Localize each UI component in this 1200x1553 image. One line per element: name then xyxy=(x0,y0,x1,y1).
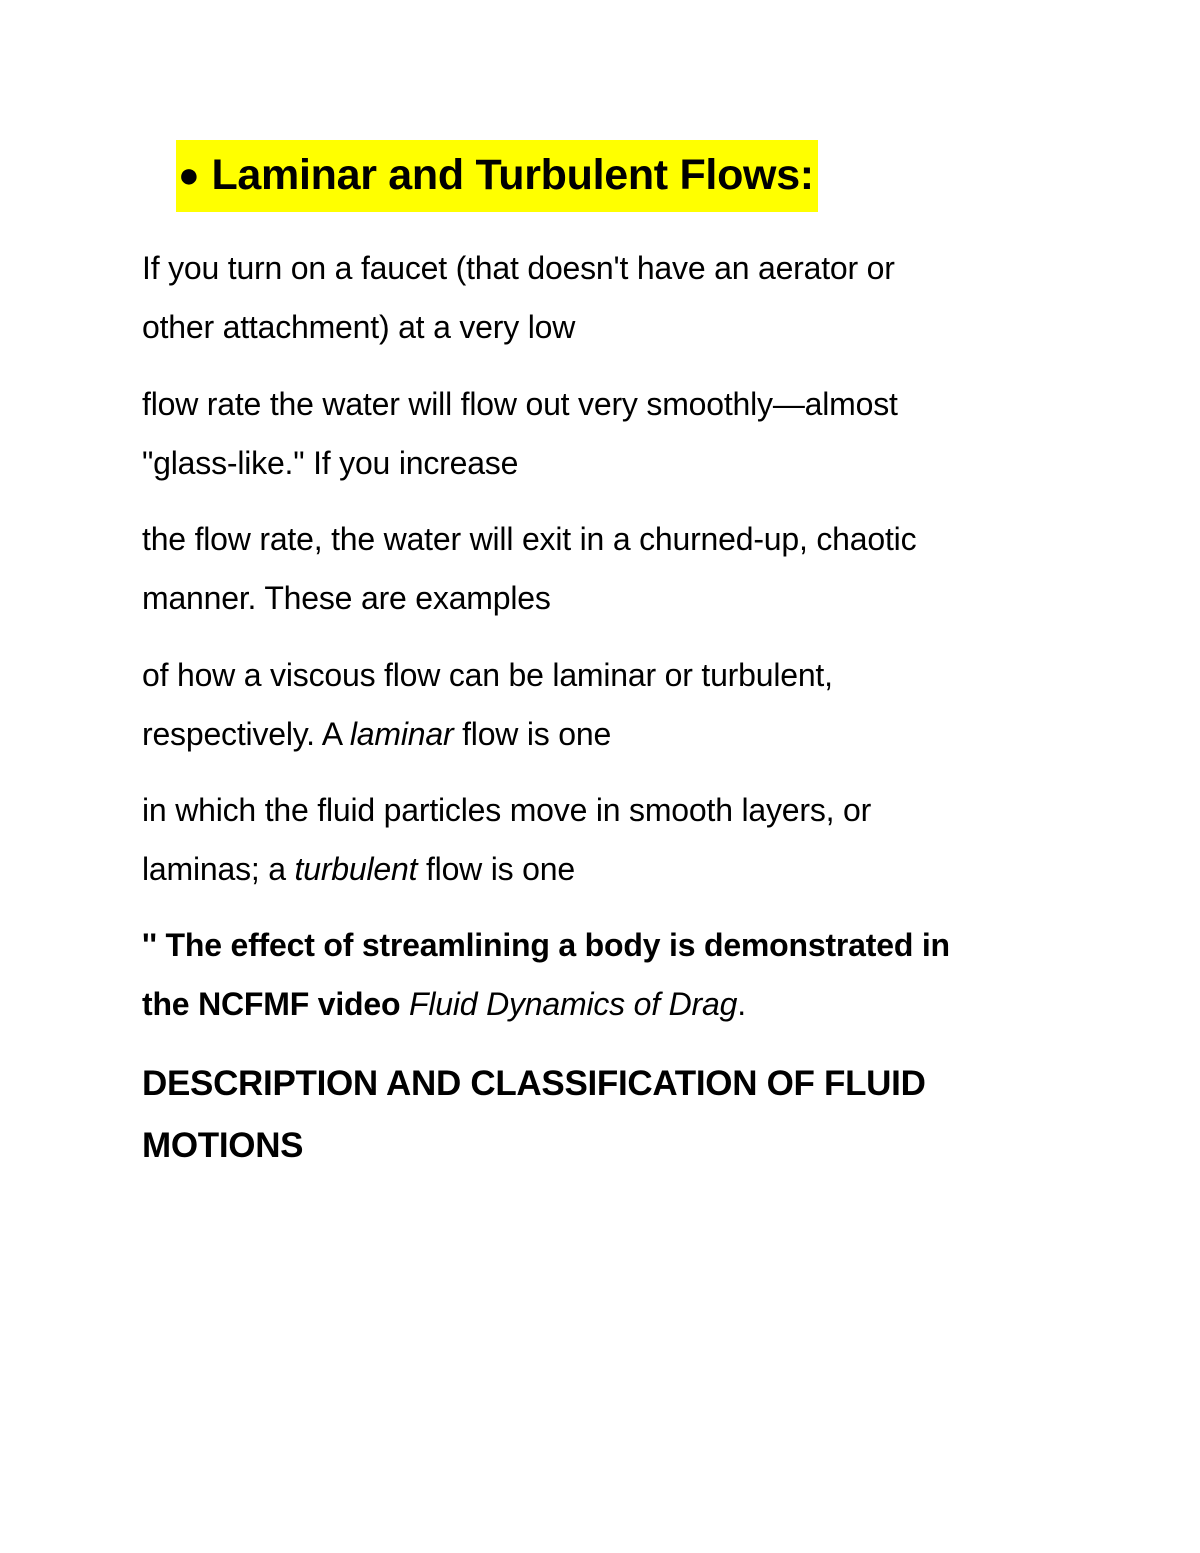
heading-text: Laminar and Turbulent Flows: xyxy=(211,151,814,199)
paragraph-5-line-2-after: flow is one xyxy=(417,851,575,887)
paragraph-3 xyxy=(142,510,1142,628)
bullet-icon: ● xyxy=(178,154,200,195)
video-title: Fluid Dynamics of Drag xyxy=(409,986,738,1022)
note-line-2-after: . xyxy=(737,986,746,1022)
section-title-line-2: MOTIONS xyxy=(142,1126,304,1165)
paragraph-2-line-1: flow rate the water will flow out very smoothly—almost xyxy=(142,386,898,422)
emphasis-turbulent: turbulent xyxy=(294,851,418,887)
paragraph-5-line-1: in which the fluid particles move in smooth layers, or xyxy=(142,792,872,828)
paragraph-5-line-2 xyxy=(142,840,1142,899)
note-line-2-bold: the NCFMF video xyxy=(142,986,410,1022)
note-line-2 xyxy=(142,975,1142,1034)
paragraph-5 xyxy=(142,781,1142,899)
paragraph-4-line-2-after: flow is one xyxy=(453,716,612,752)
heading-highlight xyxy=(176,140,818,212)
section-title-line-1: DESCRIPTION AND CLASSIFICATION OF FLUID xyxy=(142,1064,926,1103)
paragraph-5-line-2-before: laminas; a xyxy=(142,851,295,887)
section-heading xyxy=(178,139,814,213)
paragraph-1 xyxy=(142,239,1142,357)
paragraph-4-line-1: of how a viscous flow can be laminar or turbulent, xyxy=(142,657,833,693)
paragraph-1-line-1: If you turn on a faucet (that doesn't have an aerator or xyxy=(142,250,895,286)
paragraph-3-line-1: the flow rate, the water will exit in a churned-up, chaotic xyxy=(142,521,917,557)
paragraph-4 xyxy=(142,646,1142,764)
paragraph-2 xyxy=(142,375,1142,493)
paragraph-1-line-2: other attachment) at a very low xyxy=(142,309,576,345)
paragraph-4-line-2 xyxy=(142,705,1142,764)
paragraph-3-line-2: manner. These are examples xyxy=(142,580,551,616)
note-line-1: '' The effect of streamlining a body is demonstrated in xyxy=(142,927,950,963)
paragraph-2-line-2: "glass-like." If you increase xyxy=(142,445,519,481)
paragraph-4-line-2-before: respectively. A xyxy=(142,716,350,752)
emphasis-laminar: laminar xyxy=(349,716,454,752)
section-title xyxy=(142,1053,1142,1177)
note-paragraph xyxy=(142,916,1142,1034)
